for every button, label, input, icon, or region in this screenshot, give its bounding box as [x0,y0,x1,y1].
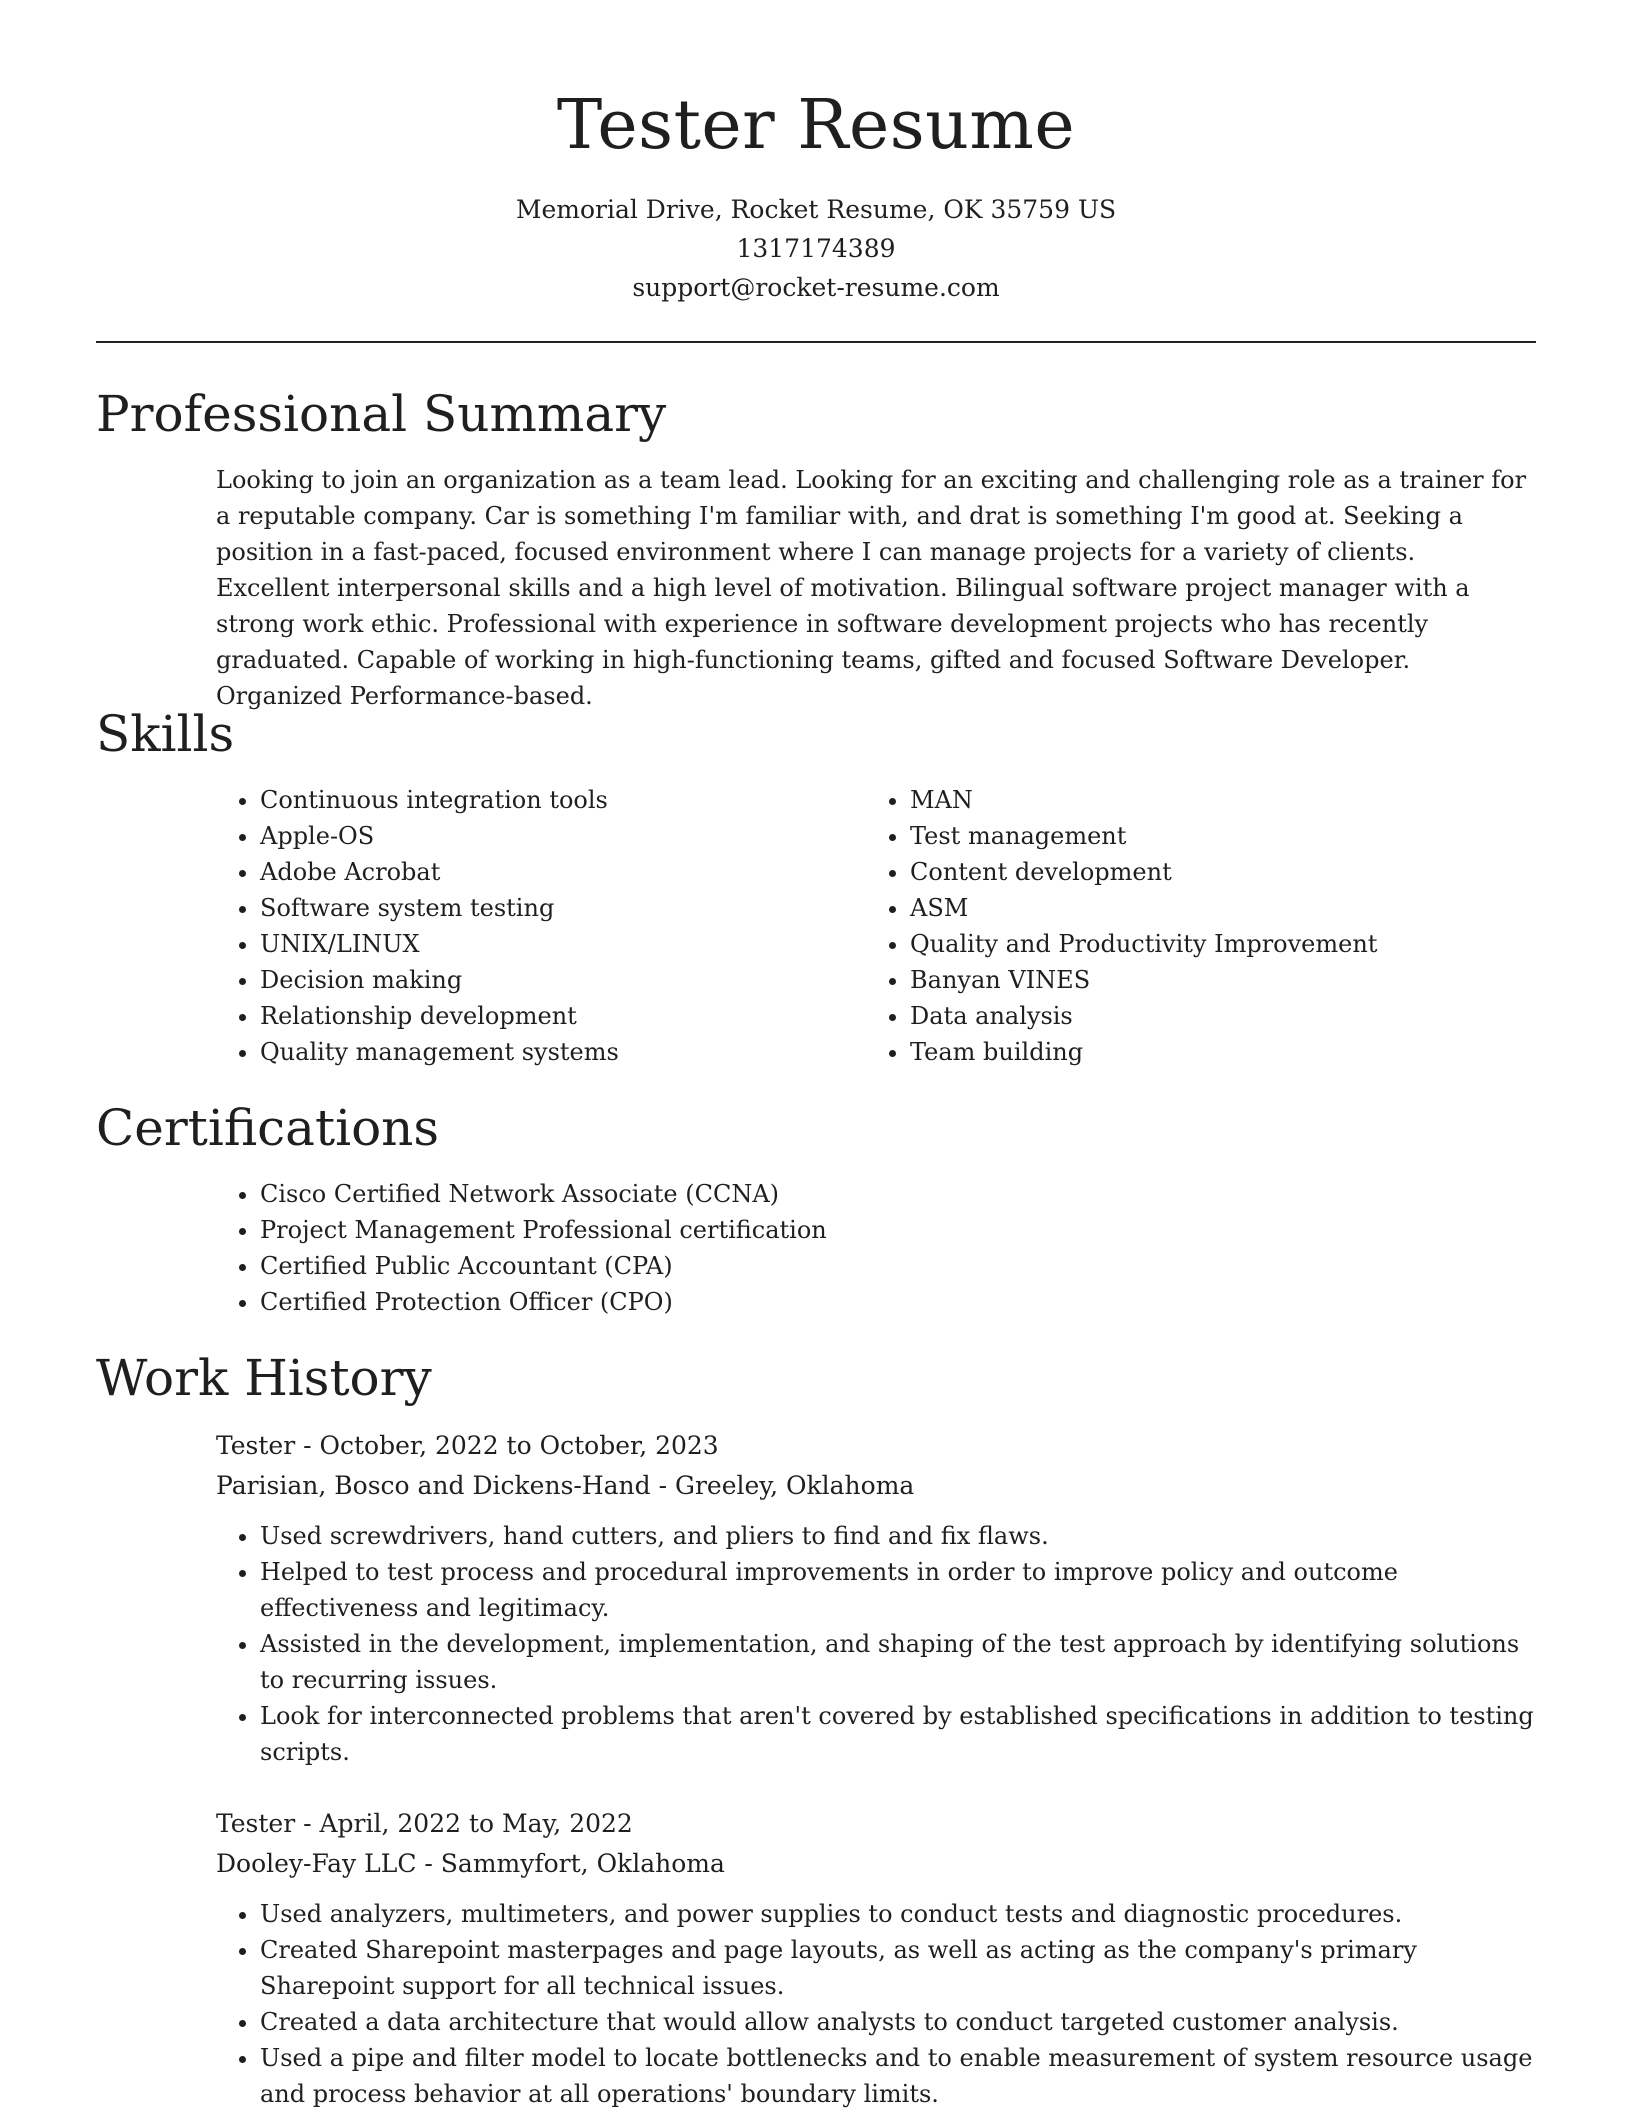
skills-heading: Skills [96,705,235,763]
skills-column-left [216,782,900,1070]
summary-heading: Professional Summary [96,385,667,443]
job-bullet: • Used analyzers, multimeters, and power supplies to conduct tests and diagnostic procedures. [260,1896,1536,1932]
skill-item: • Test management [910,818,1570,854]
header-divider [96,341,1536,343]
skill-item: • UNIX/LINUX [260,926,900,962]
job-bullet: • Used a pipe and filter model to locate bottlenecks and to enable measurement of system resource usage and process behavior at all operations' boundary limits. [260,2040,1536,2112]
job-bullets [216,1518,1536,1770]
skill-item: • Relationship development [260,998,900,1034]
job-role-dates: Tester - October, 2022 to October, 2023 [216,1431,719,1460]
contact-block [0,190,1632,307]
certifications-bullets [216,1176,1536,1320]
job-bullets [216,1896,1536,2112]
job-bullet: • Created Sharepoint masterpages and page layouts, as well as acting as the company's primary Sharepoint support for all technical issues. [260,1932,1536,2004]
resume-title: Tester Resume [556,86,1076,165]
summary-text: Looking to join an organization as a team lead. Looking for an exciting and challenging role as a trainer for a reputable company. Car is something I'm familiar with, and drat is something I'm good at. Seeking a position in a fast-paced, focused environment where I can manage projects for a variety of clients. Excellent interpersonal skills and a high level of motivation. Bilingual software project manager with a strong work ethic. Professional with experience in software development projects who has recently graduated. Capable of working in high-functioning teams, gifted and focused Software Developer. Organized Performance-based. [216,466,1527,710]
address: Memorial Drive, Rocket Resume, OK 35759 US [515,195,1117,224]
skill-item: • ASM [910,890,1570,926]
job-bullet: • Used screwdrivers, hand cutters, and pliers to find and fix flaws. [260,1518,1536,1554]
email: support@rocket-resume.com [632,273,1000,302]
skill-item: • Banyan VINES [910,962,1570,998]
job-role-dates: Tester - April, 2022 to May, 2022 [216,1809,633,1838]
skill-item: • Quality and Productivity Improvement [910,926,1570,962]
certification-item: • Certified Public Accountant (CPA) [260,1248,1536,1284]
skill-item: • Team building [910,1034,1570,1070]
skill-item: • Quality management systems [260,1034,900,1070]
job-bullet: • Created a data architecture that would allow analysts to conduct targeted customer analysis. [260,2004,1536,2040]
skill-item: • MAN [910,782,1570,818]
certifications-heading: Certifications [96,1099,440,1157]
certification-item: • Project Management Professional certification [260,1212,1536,1248]
skill-item: • Apple-OS [260,818,900,854]
job-company-location: Dooley-Fay LLC - Sammyfort, Oklahoma [216,1849,725,1878]
job-bullet: • Helped to test process and procedural improvements in order to improve policy and outcome effectiveness and legitimacy. [260,1554,1536,1626]
job-bullet: • Look for interconnected problems that aren't covered by established specifications in addition to testing scripts. [260,1698,1536,1770]
resume-header [0,84,1632,307]
certification-item: • Cisco Certified Network Associate (CCNA) [260,1176,1536,1212]
certifications-list [216,1176,1536,1320]
skills-column-right [866,782,1570,1070]
job-entry [216,1804,1536,2112]
job-entry [216,1426,1536,1770]
job-bullet: • Assisted in the development, implementation, and shaping of the test approach by identifying solutions to recurring issues. [260,1626,1536,1698]
work-history-heading: Work History [96,1349,432,1407]
skill-item: • Content development [910,854,1570,890]
skill-item: • Adobe Acrobat [260,854,900,890]
skill-item: • Data analysis [910,998,1570,1034]
certification-item: • Certified Protection Officer (CPO) [260,1284,1536,1320]
skill-item: • Software system testing [260,890,900,926]
skill-item: • Continuous integration tools [260,782,900,818]
job-company-location: Parisian, Bosco and Dickens-Hand - Greeley, Oklahoma [216,1471,915,1500]
skill-item: • Decision making [260,962,900,998]
phone: 1317174389 [736,234,896,263]
